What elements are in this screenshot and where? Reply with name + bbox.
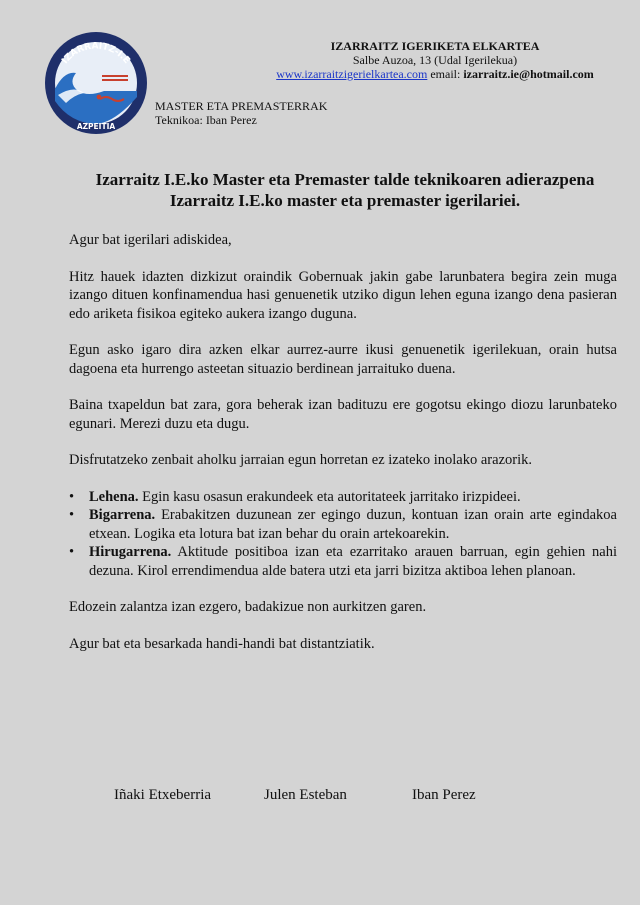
bullet-icon: • — [69, 544, 75, 560]
list-item — [69, 543, 617, 580]
website-link[interactable]: www.izarraitzigerielkartea.com — [276, 67, 428, 81]
paragraph-1: Hitz hauek idazten dizkizut oraindik Gobernuak jakin gabe larunbatera begira zein muga izango dituen konfinamendua hasi genuenetik utziko digun lehen eguna izango dena pasieran edo ariketa fisikoa egiteko aukera izango duguna. — [69, 268, 617, 322]
club-logo — [44, 31, 148, 135]
bullet-icon: • — [69, 488, 75, 505]
advice-text: Aktitude positiboa izan eta ezarritako arauen barruan, egin gehien nahi dezuna. Kirol errendimendua alde batera utzi eta jarri bizitza aktiboa lehen planoan. — [89, 544, 617, 579]
org-name: IZARRAITZ IGERIKETA ELKARTEA — [330, 39, 540, 53]
title-line-1: Izarraitz I.E.ko Master eta Premaster talde teknikoaren adierazpena — [95, 170, 595, 189]
org-address: Salbe Auzoa, 13 (Udal Igerilekua) — [352, 53, 518, 67]
letter-body — [69, 231, 617, 671]
advice-heading: Lehena. — [89, 488, 139, 505]
signature-1: Iñaki Etxeberria — [114, 787, 212, 803]
advice-text: Egin kasu osasun erakundeek eta autoritateek jarritako irizpideei. — [138, 488, 521, 505]
list-item — [69, 506, 617, 543]
closing: Agur bat eta besarkada handi-handi bat distantziatik. — [69, 635, 375, 652]
advice-heading: Hirugarrena. — [89, 544, 172, 560]
department-name: MASTER ETA PREMASTERRAK — [155, 99, 328, 113]
paragraph-5: Edozein zalantza izan ezgero, badakizue non aurkitzen garen. — [69, 599, 427, 615]
bullet-icon: • — [69, 507, 75, 523]
paragraph-4: Disfrutatzeko zenbait aholku jarraian egun horretan ez izateko inolako arazorik. — [69, 452, 532, 468]
department-block — [155, 99, 327, 127]
letter-title — [60, 169, 630, 211]
technician-name: Teknikoa: Iban Perez — [155, 113, 257, 127]
email-address[interactable]: izarraitz.ie@hotmail.com — [463, 67, 594, 81]
org-contact — [255, 67, 615, 81]
signature-3: Iban Perez — [412, 787, 476, 803]
email-label: email: — [430, 67, 461, 81]
logo-bottom-text: AZPEITIA — [76, 122, 116, 131]
org-header — [255, 39, 615, 81]
logo-top-text: IZARRAITZ-I.E — [60, 41, 132, 66]
advice-list — [69, 488, 617, 581]
signature-2: Julen Esteban — [264, 787, 347, 803]
paragraph-2: Egun asko igaro dira azken elkar aurrez-aurre ikusi genuenetik igerilekuan, orain hutsa dagoena eta hurrengo asteetan situazio berdinean jarraituko duena. — [69, 342, 617, 377]
advice-text: Erabakitzen duzunean zer egingo duzun, kontuan izan orain arte egindakoa etxean. Logika eta lotura bat izan behar du orain artekoarekin. — [89, 507, 617, 542]
greeting: Agur bat igerilari adiskidea, — [69, 232, 232, 248]
title-line-2: Izarraitz I.E.ko master eta premaster igerilariei. — [169, 191, 521, 210]
advice-heading: Bigarrena. — [89, 507, 156, 523]
list-item — [69, 488, 617, 507]
paragraph-3: Baina txapeldun bat zara, gora beherak izan badituzu ere gogotsu ekingo diozu larunbateko egunari. Merezi duzu eta dugu. — [69, 397, 617, 432]
